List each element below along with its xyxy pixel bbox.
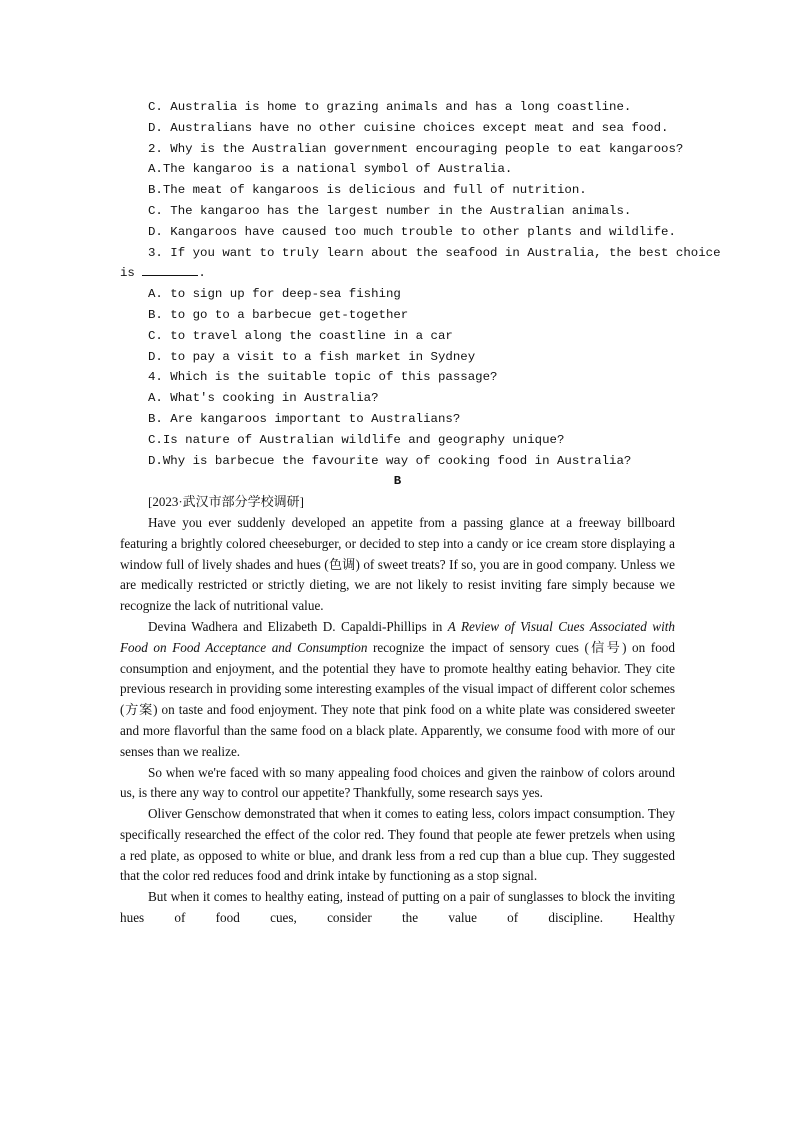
- review-title: A Review of Visual Cues Associated with Food on Food Acceptance and Consumption: [120, 618, 675, 655]
- q3-option-d: D. to pay a visit to a fish market in Sydney: [148, 349, 476, 364]
- q4-stem: 4. Which is the suitable topic of this passage?: [148, 370, 498, 385]
- q3-option-a: A. to sign up for deep-sea fishing: [148, 287, 401, 302]
- q3-option-b: B. to go to a barbecue get-together: [148, 307, 409, 322]
- q2-option-c: C. The kangaroo has the largest number in the Australian animals.: [148, 203, 632, 218]
- section-label: B: [393, 474, 402, 489]
- q1-option-c: C. Australia is home to grazing animals and has a long coastline.: [148, 100, 632, 114]
- answer-blank: [142, 263, 198, 276]
- q4-option-d: D.Why is barbecue the favourite way of cooking food in Australia?: [148, 453, 632, 468]
- passage-paragraph-5: But when it comes to healthy eating, instead of putting on a pair of sunglasses to block the inviting hues of food cues, consider the value of discipline. Healthy: [120, 889, 675, 926]
- q1-option-d: D. Australians have no other cuisine choices except meat and sea food.: [148, 120, 669, 135]
- q3-stem-is: is: [120, 266, 135, 281]
- passage-paragraph-4: Oliver Genschow demonstrated that when it comes to eating less, colors impact consumption. They specifically researched the effect of the color red. They found that people ate fewer pretzels when using a red plate, as opposed to white or blue, and drank less from a red cup than a blue cup. They suggested that the color red reduces food and drink intake by functioning as a stop signal.: [120, 806, 675, 884]
- q2-option-b: B.The meat of kangaroos is delicious and full of nutrition.: [148, 183, 587, 198]
- q2-stem: 2. Why is the Australian government encouraging people to eat kangaroos?: [148, 141, 684, 156]
- q2-option-a: A.The kangaroo is a national symbol of Australia.: [148, 162, 513, 177]
- q3-stem: 3. If you want to truly learn about the seafood in Australia, the best choice: [148, 245, 721, 260]
- p2-text-after: recognize the impact of sensory cues (信号) on food consumption and enjoyment, and the potential they have to promote healthy eating behavior. They cite previous research in providing some interesting examples of the visual impact of different color schemes (方案) on taste and food enjoyment. They note that pink food on a white plate was considered sweeter and more flavorful than the same food on a black plate. Apparently, we consume food with more of our senses than we realize.: [120, 639, 675, 759]
- q4-option-b: B. Are kangaroos important to Australians?: [148, 411, 461, 426]
- p2-text-before: Devina Wadhera and Elizabeth D. Capaldi-Phillips in: [148, 618, 448, 634]
- passage-paragraph-2: [120, 617, 675, 763]
- q4-option-c: C.Is nature of Australian wildlife and geography unique?: [148, 432, 565, 447]
- q3-stem-end: .: [198, 266, 206, 281]
- document-page: [120, 97, 721, 929]
- q4-option-a: A. What's cooking in Australia?: [148, 391, 379, 406]
- q3-stem-continuation: [120, 263, 675, 284]
- source-citation: [2023·武汉市部分学校调研]: [148, 494, 304, 510]
- q2-option-d: D. Kangaroos have caused too much trouble to other plants and wildlife.: [148, 224, 676, 239]
- passage-paragraph-1: Have you ever suddenly developed an appetite from a passing glance at a freeway billboard featuring a brightly colored cheeseburger, or decided to step into a candy or ice cream store displaying a window full of lively shades and hues (色调) of sweet treats? If so, you are in good company. Unless we are medically restricted or strictly dieting, we are not likely to resist inviting fare simply because we recognize the lack of nutritional value.: [120, 514, 675, 614]
- q3-option-c: C. to travel along the coastline in a car: [148, 328, 453, 343]
- passage-paragraph-3: So when we're faced with so many appealing food choices and given the rainbow of colors around us, is there any way to control our appetite? Thankfully, some research says yes.: [120, 764, 675, 801]
